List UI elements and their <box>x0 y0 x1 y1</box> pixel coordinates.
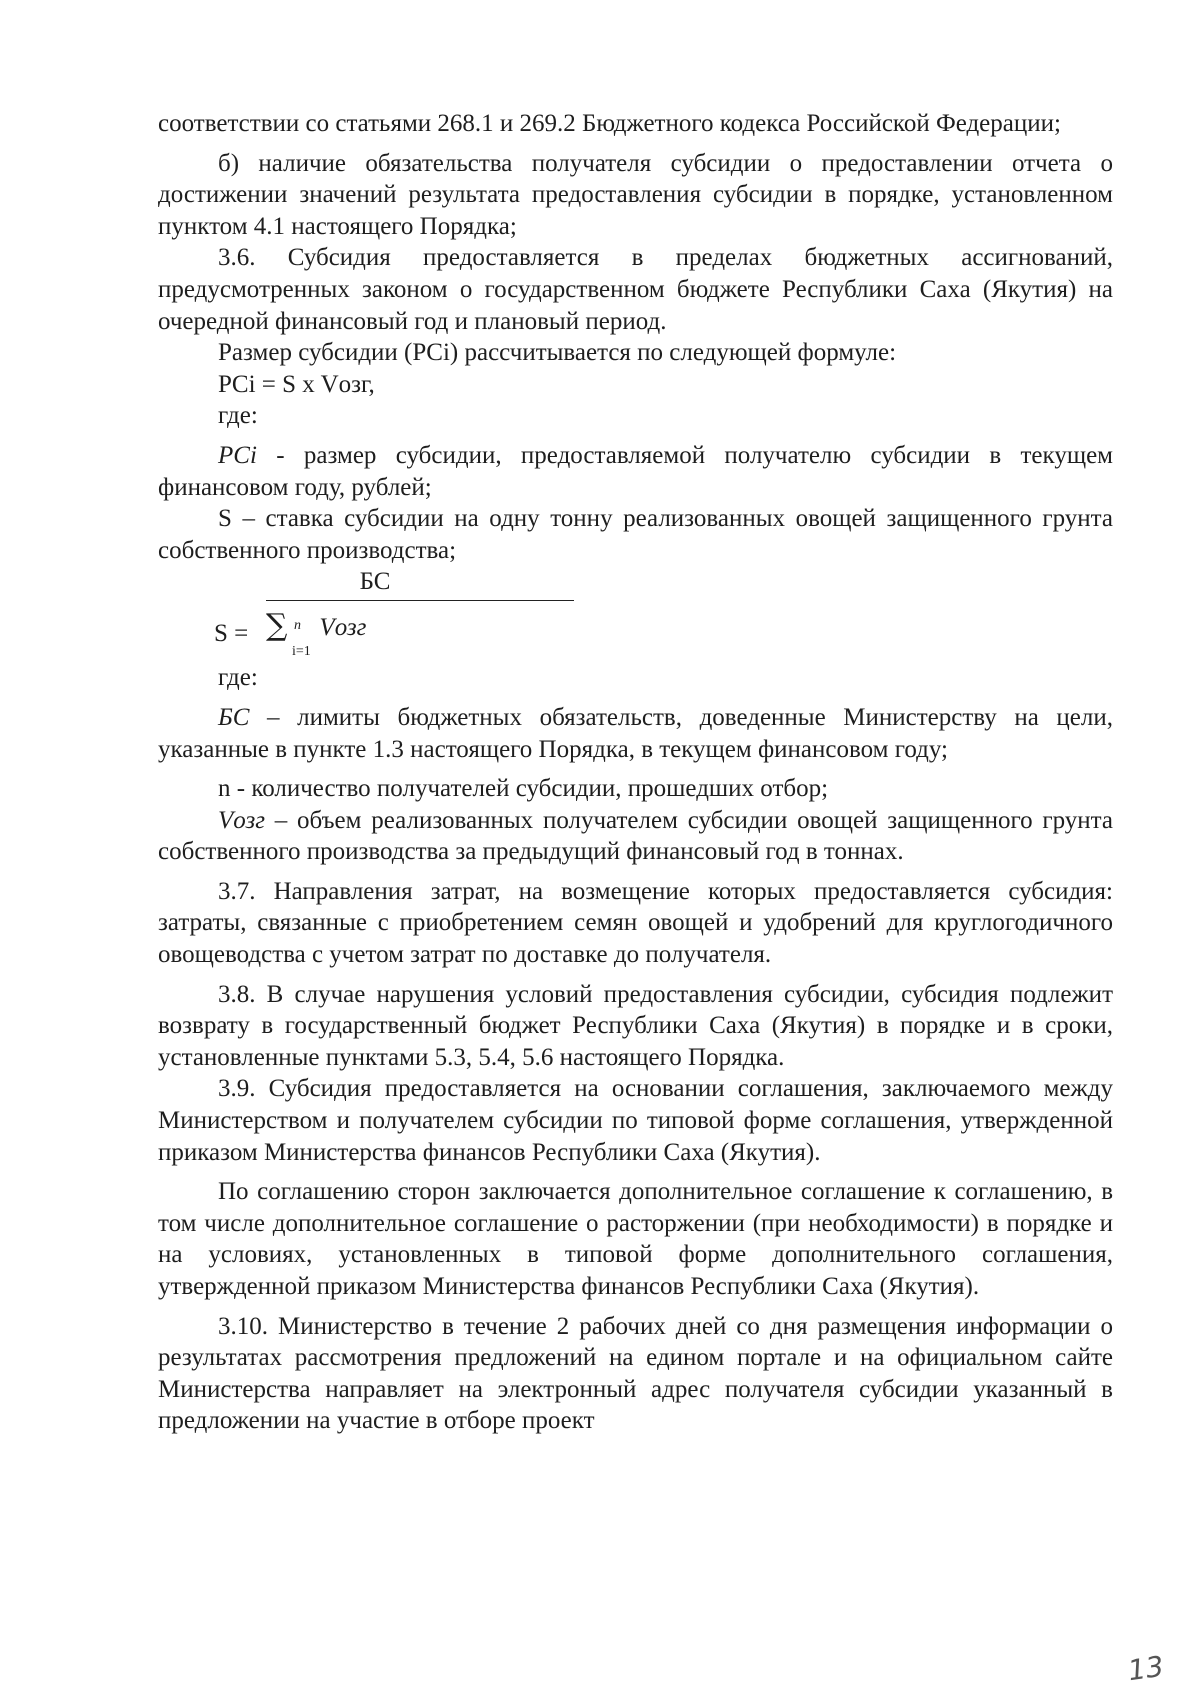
sum-upper-limit: n <box>294 618 301 634</box>
definition-bs <box>158 702 1113 765</box>
sigma-glyph: ∑ <box>266 608 288 644</box>
where-label-1: где: <box>218 402 258 430</box>
formula-pci: PCi = S x Vозг, <box>218 370 375 398</box>
paragraph-3-10: 3.10. Министерство в течение 2 рабочих дней со дня размещения информации о результатах рассмотрения предложений на едином портале и на официальном сайте Министерства направляет на электронный адрес получателя субсидии указанный в предложении на участие в отборе проект <box>158 1312 1113 1435</box>
var-bs: БС <box>218 703 250 731</box>
paragraph-subsidy-size: Размер субсидии (PCi) рассчитывается по следующей формуле: <box>218 339 897 367</box>
sum-symbol <box>266 608 311 660</box>
definition-vozg <box>158 805 1113 868</box>
fraction-lhs: S = <box>214 620 249 648</box>
definition-n: n - количество получателей субсидии, прошедших отбор; <box>218 775 829 803</box>
fraction-bar <box>266 600 574 601</box>
paragraph-3-9: 3.9. Субсидия предоставляется на основании соглашения, заключаемого между Министерством и получателем субсидии по типовой форме соглашения, утвержденной приказом Министерства финансов Республики Саха (Якутия). <box>158 1075 1113 1166</box>
paragraph-obligation-report: б) наличие обязательства получателя субсидии о предоставлении отчета о достижении значений результата предоставления субсидии в порядке, установленном пунктом 4.1 настоящего Порядка; <box>158 149 1113 240</box>
paragraph-budget-code: соответствии со статьями 268.1 и 269.2 Бюджетного кодекса Российской Федерации; <box>158 110 1061 137</box>
definition-s: S – ставка субсидии на одну тонну реализованных овощей защищенного грунта собственного производства; <box>158 505 1113 564</box>
definition-pci-text: - размер субсидии, предоставляемой получателю субсидии в текущем финансовом году, рублей; <box>158 441 1113 501</box>
sum-variable: Vозг <box>319 614 367 642</box>
formula-s-fraction <box>158 566 1113 662</box>
where-label-2: где: <box>218 664 258 692</box>
var-pci: PCi <box>218 441 257 469</box>
paragraph-additional-agreement: По соглашению сторон заключается дополнительное соглашение к соглашению, в том числе дополнительное соглашение о расторжении (при необходимости) в порядке и на условиях, установленных в типовой форме дополнительного соглашения, утвержденной приказом Министерства финансов Республики Саха (Якутия). <box>158 1178 1113 1300</box>
definition-bs-text: – лимиты бюджетных обязательств, доведенные Министерству на цели, указанные в пункте 1.3 настоящего Порядка, в текущем финансовом году; <box>158 703 1113 763</box>
paragraph-3-8: 3.8. В случае нарушения условий предоставления субсидии, субсидия подлежит возврату в государственный бюджет Республики Саха (Якутия) в порядке и в сроки, установленные пунктами 5.3, 5.4, 5.6 настоящего Порядка. <box>158 980 1113 1071</box>
definition-pci <box>158 440 1113 503</box>
fraction-numerator: БС <box>359 568 391 596</box>
var-vozg: Vозг <box>218 806 265 834</box>
definition-vozg-text: – объем реализованных получателем субсидии овощей защищенного грунта собственного производства за предыдущий финансовый год в тоннах. <box>158 806 1113 866</box>
paragraph-3-7: 3.7. Направления затрат, на возмещение которых предоставляется субсидия: затраты, связанные с приобретением семян овощей и удобрений для круглогодичного овощеводства с учетом затрат по доставке до получателя. <box>158 877 1113 969</box>
page-number: 13 <box>1125 1649 1166 1688</box>
sum-lower-limit: i=1 <box>292 644 311 660</box>
paragraph-3-6: 3.6. Субсидия предоставляется в пределах бюджетных ассигнований, предусмотренных законом о государственном бюджете Республики Саха (Якутия) на очередной финансовый год и плановый период. <box>158 244 1113 335</box>
document-body <box>158 108 1113 1437</box>
fraction-denominator <box>266 608 367 660</box>
